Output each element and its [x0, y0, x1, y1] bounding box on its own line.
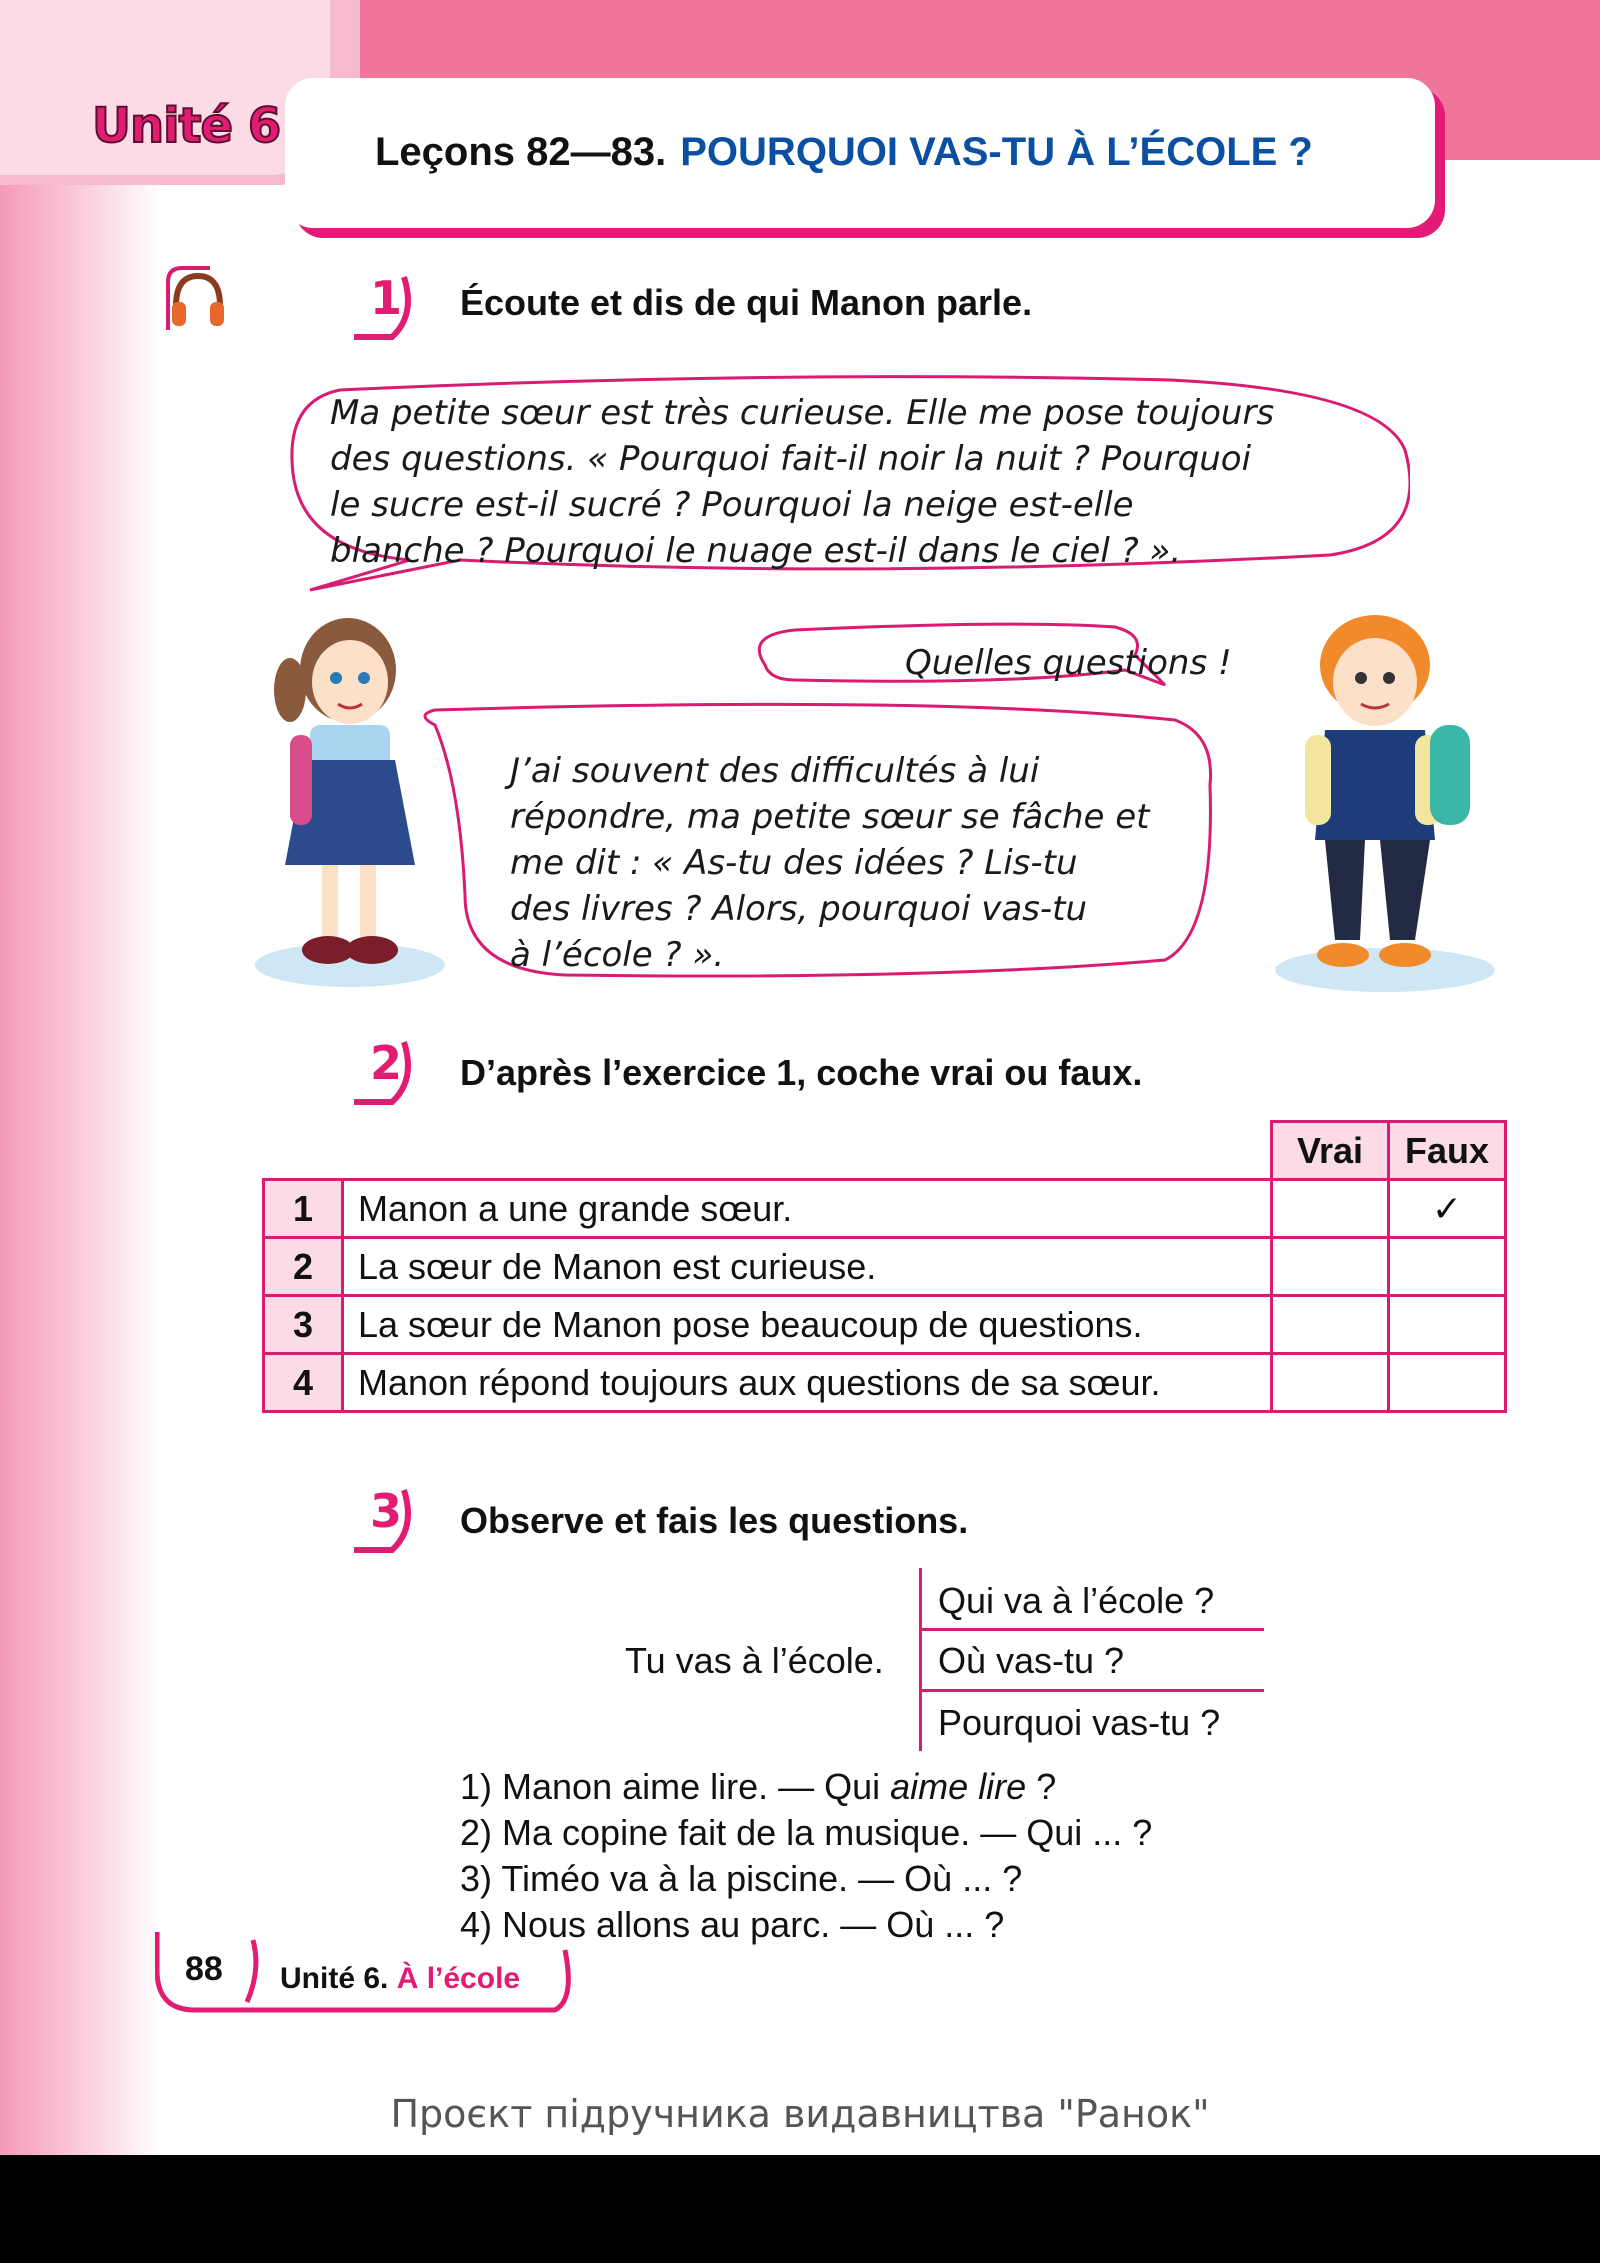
bubble-1-line-4: blanche ? Pourquoi le nuage est-il dans le ciel ? ». — [330, 531, 1182, 571]
exercise-3-instruction: Observe et fais les questions. — [460, 1500, 969, 1541]
bubble-1-line-2: des questions. « Pourquoi fait-il noir la nuit ? Pourquoi — [330, 439, 1252, 479]
lesson-numbers: Leçons 82—83. — [375, 130, 667, 174]
bubble-1-line-1: Ma petite sœur est très curieuse. Elle me pose toujours — [330, 393, 1275, 433]
vrai-checkbox[interactable] — [1272, 1296, 1389, 1354]
row-number: 4 — [264, 1354, 343, 1412]
page-number: 88 — [185, 1950, 223, 1988]
observe-stem: Tu vas à l’école. — [625, 1640, 884, 1681]
faux-checkbox[interactable]: ✓ — [1389, 1180, 1506, 1238]
observe-option: Qui va à l’école ? — [938, 1580, 1215, 1621]
row-number: 1 — [264, 1180, 343, 1238]
table-row — [264, 1296, 1506, 1354]
list-item: 4) Nous allons au parc. — Où ... ? — [460, 1904, 1005, 1945]
true-false-table — [262, 1120, 1507, 1413]
row-statement: Manon répond toujours aux questions de sa sœur. — [343, 1354, 1272, 1412]
row-statement: La sœur de Manon pose beaucoup de questions. — [343, 1296, 1272, 1354]
table-row — [264, 1238, 1506, 1296]
column-faux: Faux — [1389, 1122, 1506, 1180]
lesson-theme: POURQUOI VAS-TU À L’ÉCOLE ? — [680, 130, 1313, 174]
project-note: Проєкт підручника видавництва "Ранок" — [390, 2092, 1210, 2136]
bubble-3-line-4: des livres ? Alors, pourquoi vas-tu — [510, 889, 1088, 929]
girl-illustration — [250, 600, 450, 990]
row-number: 3 — [264, 1296, 343, 1354]
observe-rule — [919, 1628, 1264, 1631]
vrai-checkbox[interactable] — [1272, 1180, 1389, 1238]
observe-option: Où vas-tu ? — [938, 1640, 1125, 1681]
list-item: 2) Ma copine fait de la musique. — Qui ... ? — [460, 1812, 1153, 1853]
exercise-1-number: 1 — [352, 275, 422, 345]
vrai-checkbox[interactable] — [1272, 1354, 1389, 1412]
observe-rule — [919, 1689, 1264, 1692]
unit-badge: Unité 6 — [92, 98, 281, 154]
row-number: 2 — [264, 1238, 343, 1296]
lesson-title-box — [285, 78, 1435, 228]
exercise-3-number: 3 — [352, 1488, 422, 1558]
bubble-3-line-3: me dit : « As-tu des idées ? Lis-tu — [510, 843, 1078, 883]
faux-checkbox[interactable] — [1389, 1296, 1506, 1354]
bubble-3-line-5: à l’école ? ». — [510, 935, 725, 975]
left-margin-strip — [0, 0, 160, 2155]
observe-option: Pourquoi vas-tu ? — [938, 1702, 1221, 1743]
bubble-1-text — [330, 390, 1274, 574]
column-vrai: Vrai — [1272, 1122, 1389, 1180]
list-item: 1) Manon aime lire. — Qui aime lire ? — [460, 1766, 1057, 1807]
exercise-1-instruction: Écoute et dis de qui Manon parle. — [460, 282, 1033, 323]
headphones-icon[interactable] — [160, 262, 232, 342]
row-statement: Manon a une grande sœur. — [343, 1180, 1272, 1238]
vrai-checkbox[interactable] — [1272, 1238, 1389, 1296]
faux-checkbox[interactable] — [1389, 1238, 1506, 1296]
bubble-3-line-1: J’ai souvent des difficultés à lui — [510, 751, 1040, 791]
table-row — [264, 1354, 1506, 1412]
bubble-1-line-3: le sucre est-il sucré ? Pourquoi la neige est-elle — [330, 485, 1134, 525]
boy-illustration — [1265, 600, 1505, 995]
bubble-3-text — [510, 748, 1149, 978]
lesson-title — [375, 130, 1313, 175]
observe-divider — [919, 1568, 922, 1751]
row-statement: La sœur de Manon est curieuse. — [343, 1238, 1272, 1296]
exercise-2-number: 2 — [352, 1040, 422, 1110]
table-row — [264, 1180, 1506, 1238]
footer-unit: Unité 6. À l’école — [280, 1962, 521, 1995]
list-item: 3) Timéo va à la piscine. — Où ... ? — [460, 1858, 1023, 1899]
bubble-2-text: Quelles questions ! — [905, 643, 1232, 683]
faux-checkbox[interactable] — [1389, 1354, 1506, 1412]
exercise-2-instruction: D’après l’exercice 1, coche vrai ou faux. — [460, 1052, 1143, 1093]
bubble-3-line-2: répondre, ma petite sœur se fâche et — [510, 797, 1150, 837]
